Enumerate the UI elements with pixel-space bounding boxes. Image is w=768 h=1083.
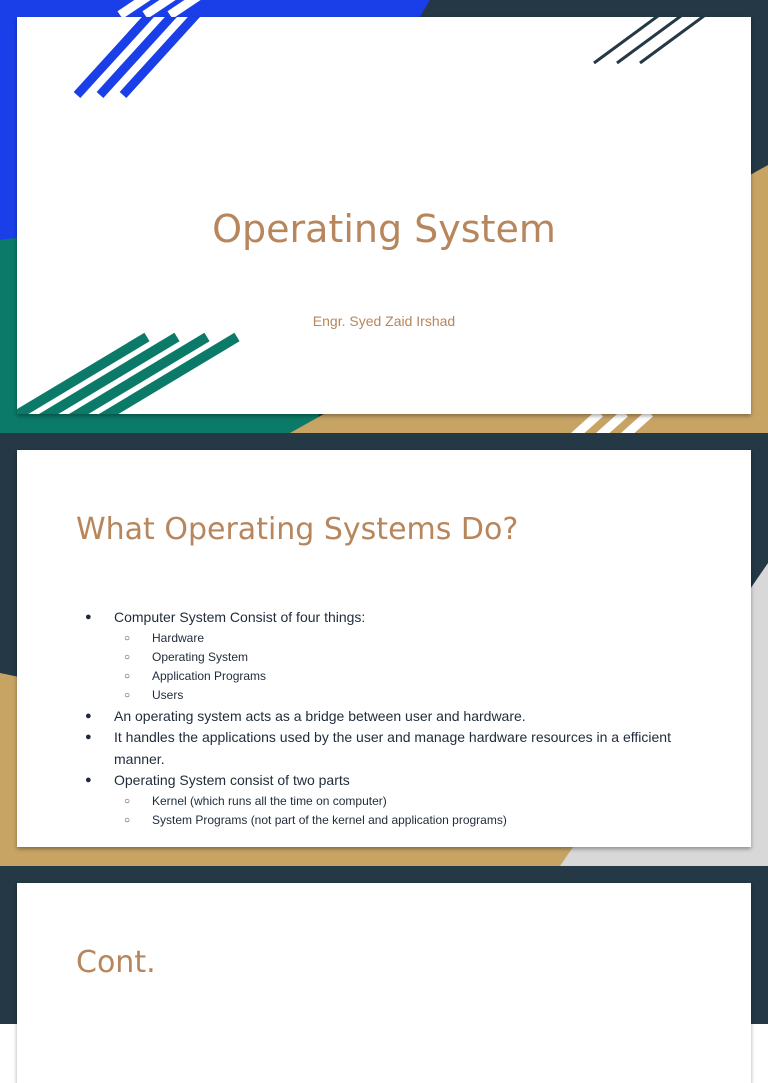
sub-list-item: ○ Operating System bbox=[114, 648, 685, 667]
bullet-text: Computer System Consist of four things: bbox=[114, 609, 366, 625]
sub-list bbox=[114, 629, 685, 706]
slide-heading: Cont. bbox=[76, 945, 156, 980]
sub-list-item: ○ System Programs (not part of the kernel and application programs) bbox=[114, 811, 685, 830]
list-item bbox=[85, 706, 685, 728]
list-item bbox=[85, 607, 685, 706]
content-slide bbox=[17, 883, 751, 1083]
presentation-title: Operating System bbox=[212, 207, 556, 251]
list-item bbox=[85, 770, 685, 830]
sub-list-item: ○ Hardware bbox=[114, 629, 685, 648]
bullet-text: An operating system acts as a bridge between user and hardware. bbox=[114, 707, 526, 724]
sub-list-item: ○ Users bbox=[114, 686, 685, 705]
bullet-list bbox=[85, 607, 685, 830]
sub-list-item: ○ Application Programs bbox=[114, 667, 685, 686]
bullet-text: It handles the applications used by the user and manage hardware resources in a efficient manner. bbox=[114, 729, 671, 767]
sub-list bbox=[114, 792, 685, 831]
title-slide bbox=[17, 17, 751, 414]
list-item bbox=[85, 727, 685, 770]
sub-list-item: ○ Kernel (which runs all the time on computer) bbox=[114, 792, 685, 811]
bullet-text: Operating System consist of two parts bbox=[114, 772, 350, 789]
slide-heading: What Operating Systems Do? bbox=[76, 512, 519, 547]
author-name: Engr. Syed Zaid Irshad bbox=[312, 313, 456, 329]
content-slide bbox=[17, 450, 751, 847]
